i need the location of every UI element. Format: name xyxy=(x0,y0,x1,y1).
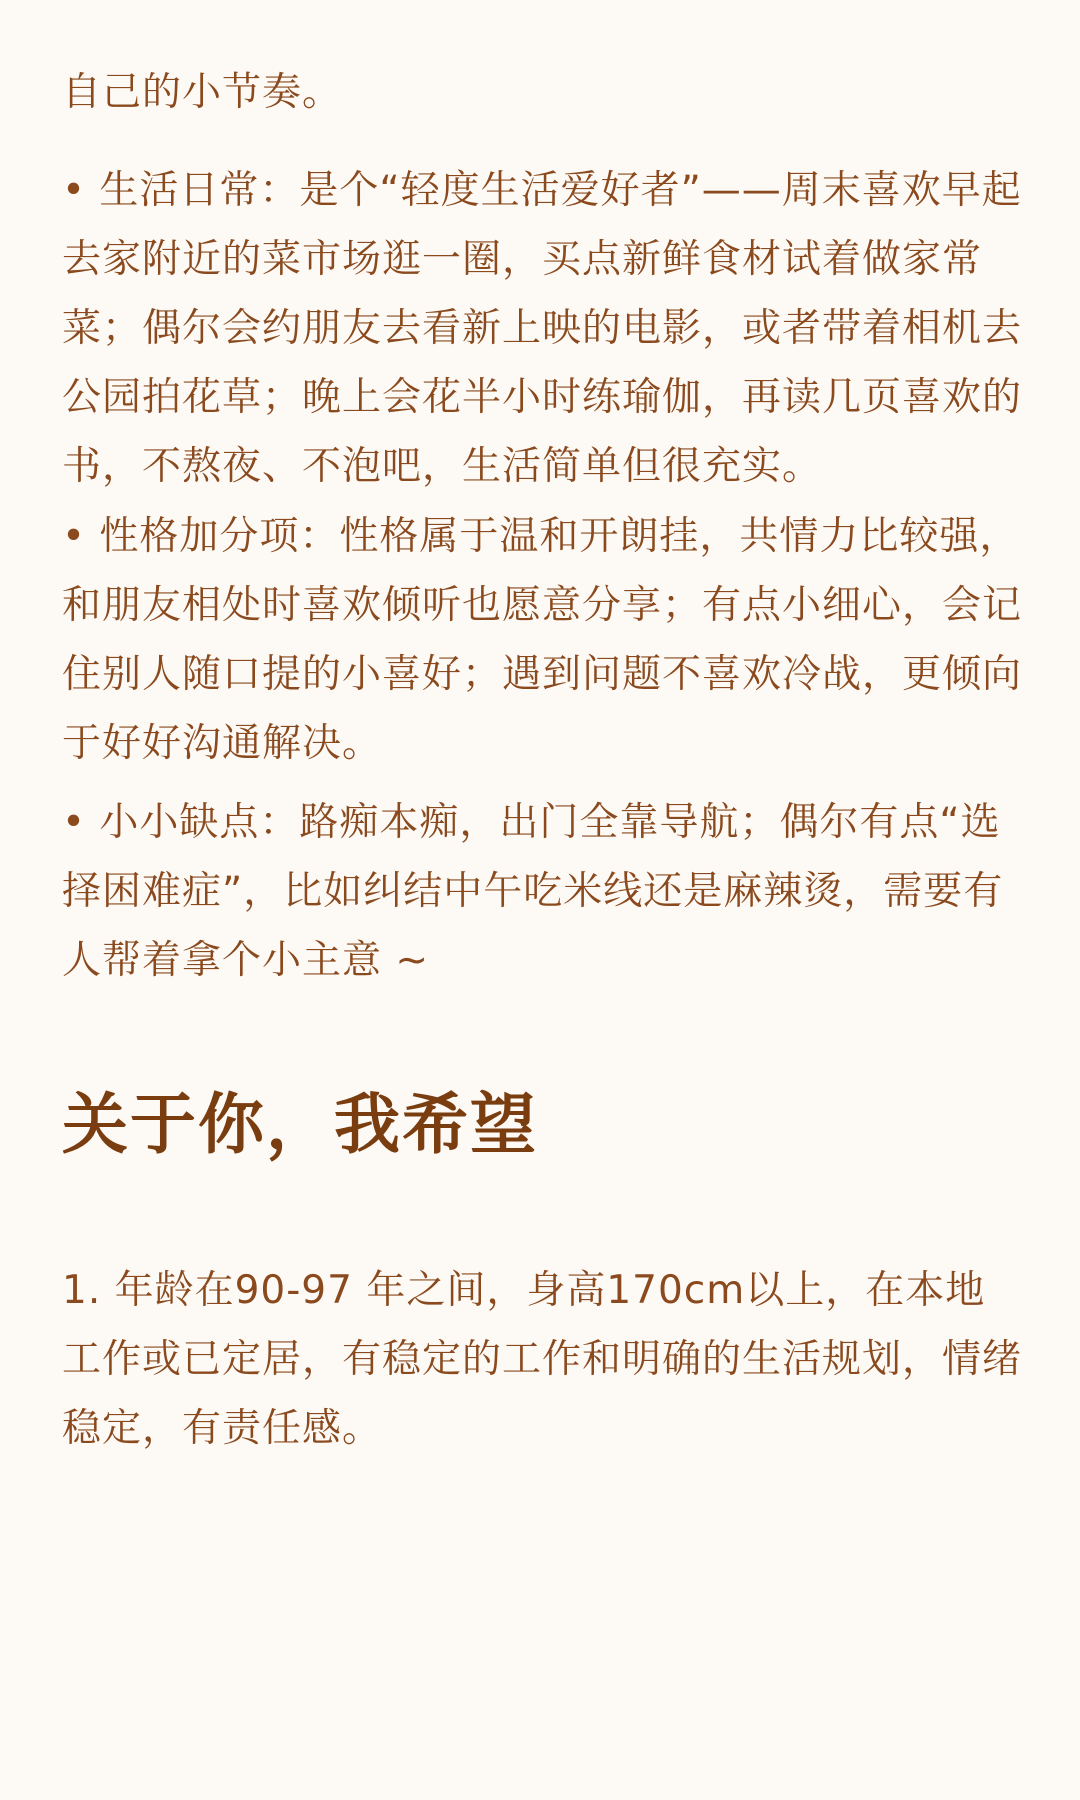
section-shortcomings: • 小小缺点：路痴本痴，出门全靠导航；偶尔有点“选择困难症”，比如纠结中午吃米线还是麻辣烫，需要有人帮着拿个小主意 ~ xyxy=(62,800,1004,983)
section-daily-life: • 生活日常：是个“轻度生活爱好者”——周末喜欢早起去家附近的菜市场逛一圈，买点新鲜食材试着做家常菜；偶尔会约朋友去看新上映的电影，或者带着相机去公园拍花草；晚上会花半小时练瑜伽，再读几页喜欢的书，不熬夜、不泡吧，生活简单但很充实。 xyxy=(62,168,1023,489)
section-personality: • 性格加分项：性格属于温和开朗挂，共情力比较强，和朋友相处时喜欢倾听也愿意分享；有点小细心，会记住别人随口提的小喜好；遇到问题不喜欢冷战，更倾向于好好沟通解决。 xyxy=(62,514,1023,766)
section-heading-about-you: 关于你，我希望 xyxy=(62,1086,538,1163)
intro-tail-text: 自己的小节奏。 xyxy=(62,70,343,115)
requirement-item-1: 1. 年龄在90-97 年之间，身高170cm以上，在本地工作或已定居，有稳定的工作和明确的生活规划，情绪稳定，有责任感。 xyxy=(62,1268,1023,1451)
